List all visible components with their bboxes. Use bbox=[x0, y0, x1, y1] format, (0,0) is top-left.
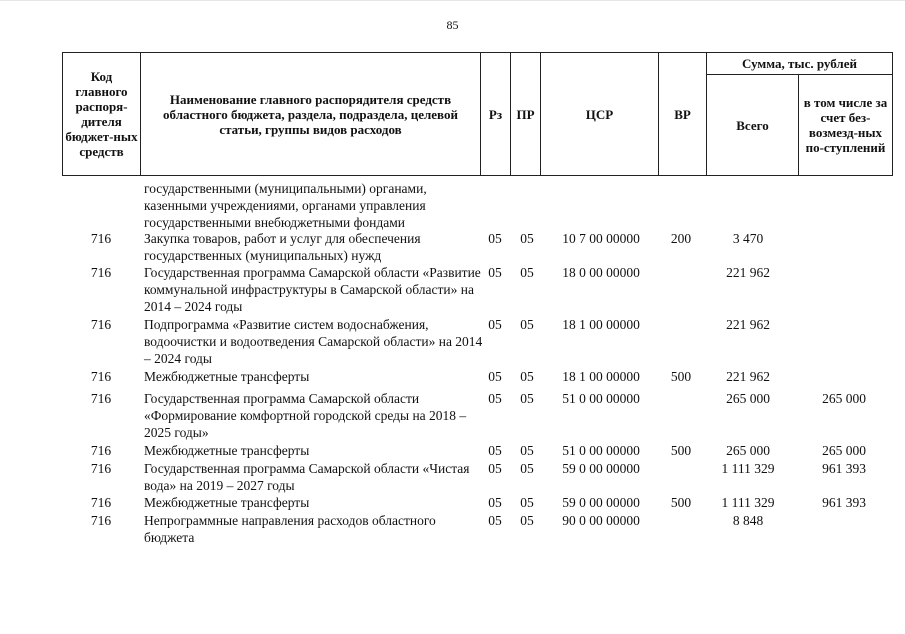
cell-total: 3 470 bbox=[732, 231, 764, 246]
cell-total: 265 000 bbox=[726, 391, 770, 406]
cell-rz: 05 bbox=[488, 231, 502, 246]
header-rz: Рз bbox=[481, 53, 511, 176]
page-number: 85 bbox=[446, 18, 459, 32]
header-free: в том числе за счет без-возмезд-ных по-ступлений bbox=[799, 75, 893, 176]
cell-csr: 10 7 00 00000 bbox=[562, 231, 640, 246]
cell-code: 716 bbox=[90, 369, 112, 384]
cell-rz: 05 bbox=[488, 443, 502, 458]
cell-csr: 90 0 00 00000 bbox=[562, 513, 640, 528]
cell-csr: 18 1 00 00000 bbox=[562, 369, 640, 384]
cell-rz: 05 bbox=[488, 461, 502, 476]
header-name: Наименование главного распорядителя средств областного бюджета, раздела, подраздела, целевой статьи, группы видов расходов bbox=[141, 53, 481, 176]
cell-rz: 05 bbox=[488, 317, 502, 332]
header-sum: Сумма, тыс. рублей bbox=[707, 53, 893, 75]
cell-free: 265 000 bbox=[822, 443, 866, 458]
cell-rz: 05 bbox=[488, 513, 502, 528]
cell-name: государственными (муниципальными) органами, казенными учреждениями, органами управления государственными внебюджетными фондами bbox=[144, 181, 427, 230]
cell-pr: 05 bbox=[520, 317, 534, 332]
cell-name: Государственная программа Самарской области «Чистая вода» на 2019 – 2027 годы bbox=[144, 461, 470, 493]
cell-free: 961 393 bbox=[822, 495, 866, 510]
cell-total: 265 000 bbox=[726, 443, 770, 458]
cell-csr: 59 0 00 00000 bbox=[562, 495, 640, 510]
cell-code: 716 bbox=[90, 495, 112, 510]
header-pr: ПР bbox=[511, 53, 541, 176]
cell-vr: 500 bbox=[670, 495, 692, 510]
header-code: Код главного распоря-дителя бюджет-ных средств bbox=[63, 53, 141, 176]
cell-pr: 05 bbox=[520, 513, 534, 528]
cell-total: 8 848 bbox=[732, 513, 764, 528]
cell-name: Межбюджетные трансферты bbox=[144, 369, 310, 384]
scan-artifact bbox=[0, 0, 905, 1]
cell-free: 265 000 bbox=[822, 391, 866, 406]
cell-vr: 500 bbox=[670, 443, 692, 458]
table-header bbox=[62, 52, 893, 176]
cell-code: 716 bbox=[90, 391, 112, 406]
cell-code: 716 bbox=[90, 265, 112, 280]
cell-total: 221 962 bbox=[726, 369, 770, 384]
cell-rz: 05 bbox=[488, 265, 502, 280]
cell-name: Подпрограмма «Развитие систем водоснабжения, водоочистки и водоотведения Самарской области» на 2014 – 2024 годы bbox=[144, 317, 483, 366]
header-csr: ЦСР bbox=[541, 53, 659, 176]
cell-pr: 05 bbox=[520, 369, 534, 384]
cell-csr: 18 0 00 00000 bbox=[562, 265, 640, 280]
cell-vr: 500 bbox=[670, 369, 692, 384]
cell-code: 716 bbox=[90, 461, 112, 476]
cell-code: 716 bbox=[90, 231, 112, 246]
cell-name: Межбюджетные трансферты bbox=[144, 443, 310, 458]
cell-name: Межбюджетные трансферты bbox=[144, 495, 310, 510]
cell-name: Непрограммные направления расходов областного бюджета bbox=[144, 513, 436, 545]
cell-pr: 05 bbox=[520, 265, 534, 280]
cell-total: 221 962 bbox=[726, 317, 770, 332]
cell-code: 716 bbox=[90, 443, 112, 458]
cell-name: Закупка товаров, работ и услуг для обеспечения государственных (муниципальных) нужд bbox=[144, 231, 421, 263]
cell-pr: 05 bbox=[520, 391, 534, 406]
cell-rz: 05 bbox=[488, 495, 502, 510]
cell-csr: 51 0 00 00000 bbox=[562, 391, 640, 406]
cell-rz: 05 bbox=[488, 391, 502, 406]
cell-pr: 05 bbox=[520, 231, 534, 246]
cell-rz: 05 bbox=[488, 369, 502, 384]
cell-pr: 05 bbox=[520, 495, 534, 510]
cell-total: 1 111 329 bbox=[721, 495, 775, 510]
cell-csr: 51 0 00 00000 bbox=[562, 443, 640, 458]
cell-pr: 05 bbox=[520, 461, 534, 476]
cell-code: 716 bbox=[90, 317, 112, 332]
cell-csr: 18 1 00 00000 bbox=[562, 317, 640, 332]
header-vr: ВР bbox=[659, 53, 707, 176]
cell-code: 716 bbox=[90, 513, 112, 528]
cell-free: 961 393 bbox=[822, 461, 866, 476]
cell-name: Государственная программа Самарской области «Формирование комфортной городской среды на 2018 – 2025 годы» bbox=[144, 391, 467, 440]
cell-pr: 05 bbox=[520, 443, 534, 458]
header-total: Всего bbox=[707, 75, 799, 176]
cell-total: 221 962 bbox=[726, 265, 770, 280]
cell-name: Государственная программа Самарской области «Развитие коммунальной инфраструктуры в Самарской области» на 2014 – 2024 годы bbox=[144, 265, 481, 314]
cell-vr: 200 bbox=[670, 231, 692, 246]
cell-csr: 59 0 00 00000 bbox=[562, 461, 640, 476]
cell-total: 1 111 329 bbox=[721, 461, 775, 476]
